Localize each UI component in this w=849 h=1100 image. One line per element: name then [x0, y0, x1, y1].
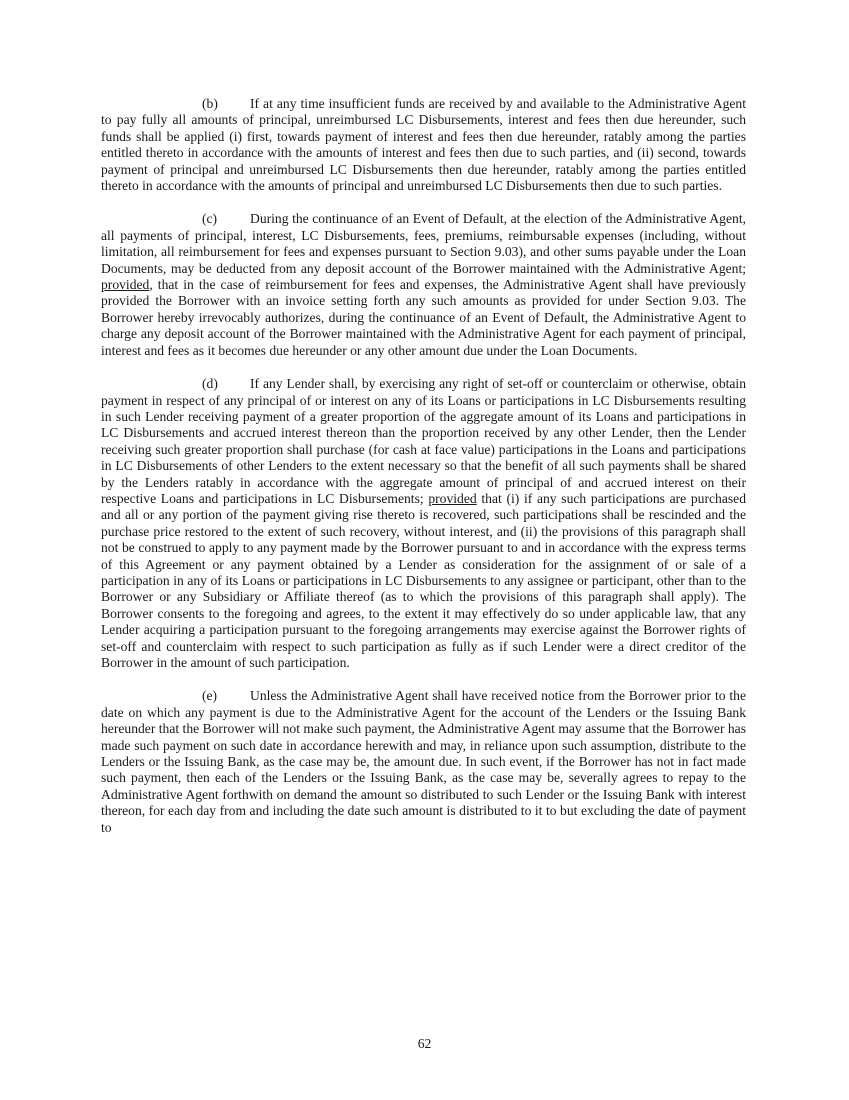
- paragraph-c: [101, 211, 746, 359]
- document-page: [101, 96, 746, 853]
- paragraph-label: (c): [202, 211, 218, 227]
- paragraph-text: Unless the Administrative Agent shall have received notice from the Borrower prior to the date on which any payment is due to the Administrative Agent for the account of the Lenders or the Issuing Bank hereunder that the Borrower will not make such payment, the Administrative Agent may assume that the Borrower has made such payment on such date in accordance herewith and may, in reliance upon such assumption, distribute to the Lenders or the Issuing Bank, as the case may be, the amount due. In such event, if the Borrower has not in fact made such payment, then each of the Lenders or the Issuing Bank, as the case may be, severally agrees to repay to the Administrative Agent forthwith on demand the amount so distributed to such Lender or the Issuing Bank with interest thereon, for each day from and including the date such amount is distributed to it to but excluding the date of payment to: [101, 688, 746, 835]
- paragraph-label: (e): [202, 688, 218, 704]
- paragraph-label: (d): [202, 376, 218, 392]
- provided-term: provided: [101, 277, 150, 293]
- paragraph-b: [101, 96, 746, 194]
- page-number: 62: [417, 1036, 432, 1051]
- paragraph-text: If any Lender shall, by exercising any right of set-off or counterclaim or otherwise, obtain payment in respect of any principal of or interest on any of its Loans or participations in LC Disbursements resulting in such Lender receiving payment of a greater proportion of the aggregate amount of its Loans and participations in LC Disbursements and accrued interest thereon than the proportion received by any other Lender, then the Lender receiving such greater proportion shall purchase (for cash at face value) participations in the Loans and participations in LC Disbursements of other Lenders to the extent necessary so that the benefit of all such payments shall be shared by the Lenders ratably in accordance with the aggregate amount of principal of and accrued interest on their respective Loans and participations in LC Disbursements;: [101, 376, 746, 506]
- paragraph-e: [101, 688, 746, 836]
- paragraph-text-continued: that (i) if any such participations are purchased and all or any portion of the payment giving rise thereto is recovered, such participations shall be rescinded and the purchase price restored to the extent of such recovery, without interest, and (ii) the provisions of this paragraph shall not be construed to apply to any payment made by the Borrower pursuant to and in accordance with the express terms of this Agreement or any payment obtained by a Lender as consideration for the assignment of or sale of a participation in any of its Loans or participations in LC Disbursements to any assignee or participant, other than to the Borrower or any Subsidiary or Affiliate thereof (as to which the provisions of this paragraph shall apply). The Borrower consents to the foregoing and agrees, to the extent it may effectively do so under applicable law, that any Lender acquiring a participation pursuant to the foregoing arrangements may exercise against the Borrower rights of set-off and counterclaim with respect to such participation as fully as if such Lender were a direct creditor of the Borrower in the amount of such participation.: [101, 490, 746, 670]
- paragraph-text: If at any time insufficient funds are received by and available to the Administrative Agent to pay fully all amounts of principal, unreimbursed LC Disbursements, interest and fees then due hereunder, such funds shall be applied (i) first, towards payment of interest and fees then due hereunder, ratably among the parties entitled thereto in accordance with the amounts of interest and fees then due to such parties, and (ii) second, towards payment of principal and unreimbursed LC Disbursements then due hereunder, ratably among the parties entitled thereto in accordance with the amounts of principal and unreimbursed LC Disbursements then due to such parties.: [101, 96, 746, 194]
- paragraph-text-continued: , that in the case of reimbursement for fees and expenses, the Administrative Agent shall have previously provided the Borrower with an invoice setting forth any such amounts as provided for under Section 9.03. The Borrower hereby irrevocably authorizes, during the continuance of an Event of Default, the Administrative Agent to charge any deposit account of the Borrower maintained with the Administrative Agent for each payment of principal, interest and fees as it becomes due hereunder or any other amount due under the Loan Documents.: [101, 277, 746, 358]
- paragraph-label: (b): [202, 96, 218, 111]
- paragraph-text: During the continuance of an Event of Default, at the election of the Administrative Agent, all payments of principal, interest, LC Disbursements, fees, premiums, reimbursable expenses (including, without limitation, all reimbursement for fees and expenses pursuant to Section 9.03), and other sums payable under the Loan Documents, may be deducted from any deposit account of the Borrower maintained with the Administrative Agent;: [101, 211, 746, 276]
- provided-term: provided: [428, 490, 477, 506]
- paragraph-d: [101, 376, 746, 671]
